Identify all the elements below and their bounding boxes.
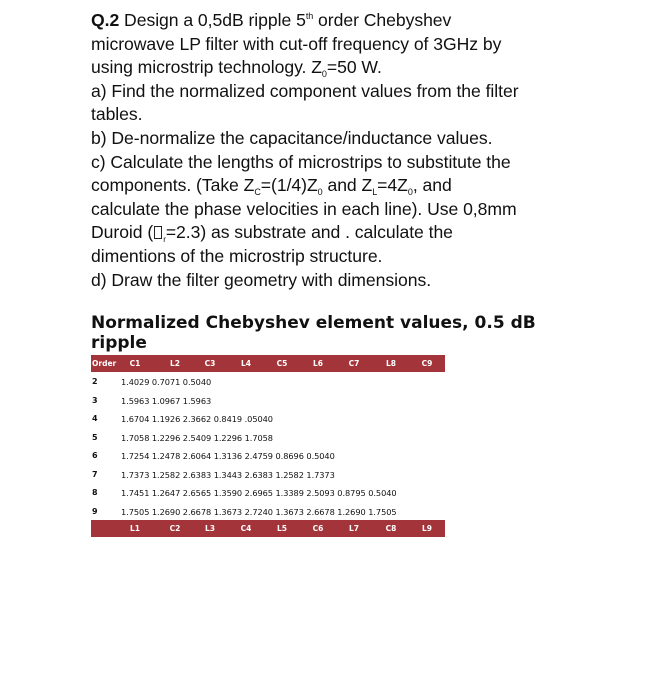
header-c2: C2: [169, 524, 181, 533]
header-c7: C7: [348, 359, 360, 368]
question-line-1: Q.2 Design a 0,5dB ripple 5th order Chebyshev: [91, 10, 452, 30]
table-row: [91, 483, 445, 502]
header-c5: C5: [276, 359, 288, 368]
header-l6: L6: [313, 359, 323, 368]
question-text: [91, 9, 571, 292]
row-values: 1.7505 1.2690 2.6678 1.3673 2.7240 1.3673 2.6678 1.2690 1.7505: [121, 506, 397, 517]
question-line-7: c) Calculate the lengths of microstrips to substitute the: [91, 151, 511, 172]
table-row: [91, 409, 445, 428]
row-order: 6: [92, 451, 98, 460]
header-c9: C9: [421, 359, 433, 368]
header-c6: C6: [312, 524, 324, 533]
row-values: 1.7254 1.2478 2.6064 1.3136 2.4759 0.8696 0.5040: [121, 451, 335, 461]
header-l9: L9: [422, 524, 432, 533]
row-values: 1.7451 1.2647 2.6565 1.3590 2.6965 1.3389 2.5093 0.8795 0.5040: [121, 488, 397, 498]
question-line-9: calculate the phase velocities in each line). Use 0,8mm: [91, 198, 517, 219]
question-line-5: tables.: [91, 104, 143, 125]
table-title: Normalized Chebyshev element values, 0.5 dB ripple: [91, 313, 536, 353]
row-values: 1.5963 1.0967 1.5963: [121, 395, 212, 406]
header-l2: L2: [170, 359, 180, 368]
header-l5: L5: [277, 524, 287, 533]
row-order: 4: [92, 414, 98, 423]
row-values: 1.6704 1.1926 2.3662 0.8419 .05040: [121, 414, 273, 424]
header-l7: L7: [349, 524, 359, 533]
row-order: 5: [92, 432, 98, 442]
question-line-3: using microstrip technology. $Z_0=50$ W.: [91, 57, 382, 80]
header-l3: L3: [205, 524, 215, 533]
row-order: 8: [92, 488, 98, 497]
row-order: 2: [92, 377, 98, 386]
row-values: 1.7373 1.2582 2.6383 1.3443 2.6383 1.2582 1.7373: [121, 469, 335, 480]
header-c3: C3: [204, 359, 216, 368]
chebyshev-table: [91, 355, 445, 537]
table-row: [91, 465, 445, 484]
table-row: [91, 372, 445, 391]
header-order: Order: [92, 359, 117, 368]
row-values: 1.7058 1.2296 2.5409 1.2296 1.7058: [121, 432, 273, 443]
question-line-6: b) De-normalize the capacitance/inductance values.: [91, 127, 493, 148]
table-row: [91, 446, 445, 465]
question-line-10: Duroid ( $_r$=2.3) as substrate and . calculate the: [91, 222, 453, 245]
question-label: Q.2: [91, 10, 120, 30]
table-row: [91, 428, 445, 447]
row-order: 9: [92, 506, 98, 516]
question-line-8: components. (Take $Z_C=(1/4)Z_0$ and $Z_L=4Z_0$, and: [91, 175, 452, 198]
table-bottom-header: [91, 520, 445, 537]
table-row: [91, 502, 445, 521]
header-c1: C1: [129, 359, 141, 368]
row-order: 7: [92, 469, 98, 479]
question-line-2: microwave LP filter with cut-off frequency of 3GHz by: [91, 33, 502, 54]
header-l4: L4: [241, 359, 251, 368]
header-c8: C8: [385, 524, 397, 533]
table-row: [91, 391, 445, 410]
question-line-11: dimentions of the microstrip structure.: [91, 245, 383, 266]
table-top-header: [91, 355, 445, 372]
missing-glyph-icon: [154, 226, 162, 239]
question-line-12: d) Draw the filter geometry with dimensions.: [91, 269, 432, 290]
row-order: 3: [92, 395, 98, 405]
header-c4: C4: [240, 524, 252, 533]
row-values: 1.4029 0.7071 0.5040: [121, 377, 212, 387]
question-line-4: a) Find the normalized component values from the filter: [91, 80, 519, 101]
header-l1: L1: [130, 524, 140, 533]
header-l8: L8: [386, 359, 396, 368]
